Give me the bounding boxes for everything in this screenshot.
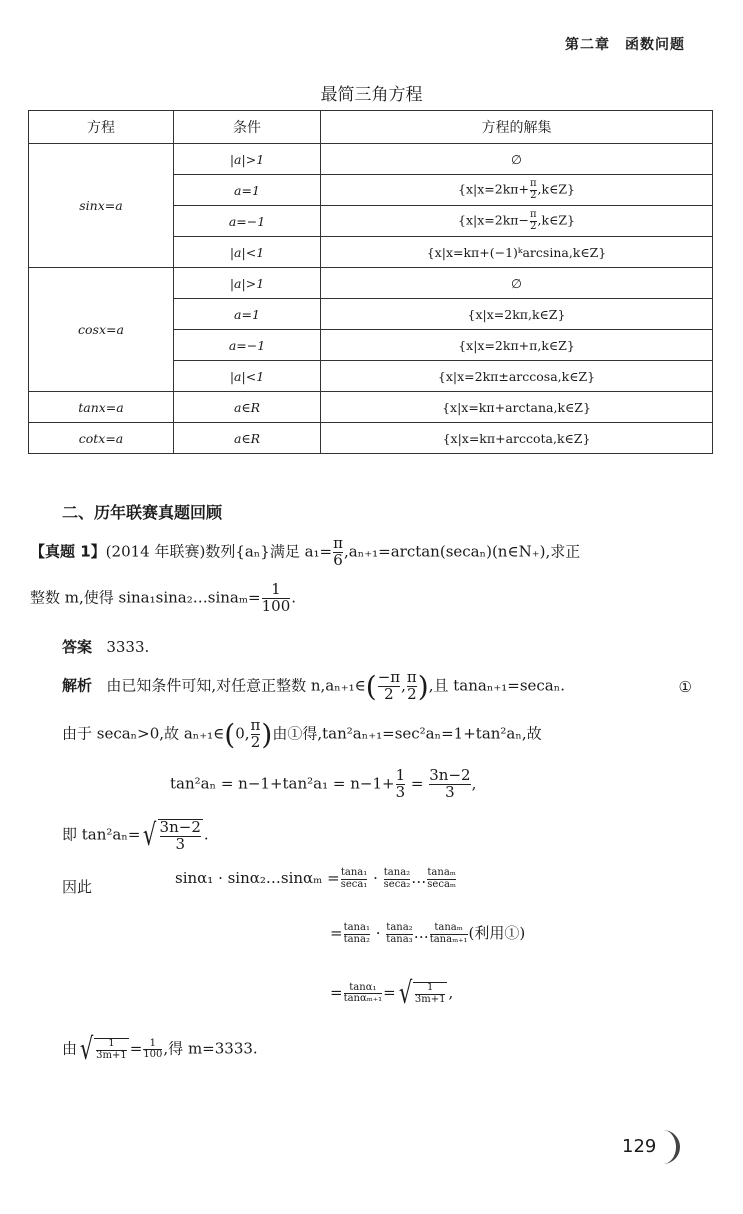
condition-cell: |a|<1 [174, 361, 321, 392]
table-row [29, 423, 713, 454]
solution-set-cell: {x|x=2kπ±arccosa,k∈Z} [321, 361, 713, 392]
answer: 答案 3333. [62, 638, 150, 656]
solution-set-cell: ∅ [321, 144, 713, 175]
condition-cell: a=1 [174, 299, 321, 330]
solution-set-cell: {x|x=kπ+arccota,k∈Z} [321, 423, 713, 454]
equation-cell: cotx=a [29, 423, 174, 454]
condition-cell: a∈R [174, 392, 321, 423]
solution-line-2: 由于 secaₙ>0,故 aₙ₊₁∈(0, $\frac{\pi}{2}$ )由①得,tan²aₙ₊₁=sec²aₙ=1+tan²aₙ,故 [62, 716, 542, 751]
solution-label-therefore: 因此 [62, 878, 93, 896]
section-heading: 二、历年联赛真题回顾 [62, 503, 223, 522]
problem-line-1: 【真题 1】(2014 年联赛)数列{aₙ}满足 a₁= $\frac{\pi}{6}$ ,aₙ₊₁=arctan(secaₙ)(n∈N₊),求正 [30, 534, 581, 569]
condition-cell: |a|>1 [174, 144, 321, 175]
problem-line-2: 整数 m,使得 sina₁sina₂…sinaₘ= $\frac{1}{100}$ . [30, 580, 297, 615]
col-header: 方程的解集 [321, 111, 713, 144]
solution-line-3: tan²aₙ = n−1+tan²a₁ = n−1+ $\frac{1}{3}$ = $\frac{3n-2}{3}$ , [170, 766, 477, 801]
col-header: 条件 [174, 111, 321, 144]
col-header: 方程 [29, 111, 174, 144]
solution-line-8: 由 √ $\frac{1}{3m+1}$ = $\frac{1}{100}$ ,得 m=3333. [62, 1032, 258, 1067]
page-number-decoration [660, 1130, 680, 1164]
condition-cell: |a|>1 [174, 268, 321, 299]
solution-set-cell: ∅ [321, 268, 713, 299]
trig-equation-table [28, 110, 713, 454]
solution-line-5: sinα₁ · sinα₂…sinαₘ = $\frac{\text{tana₁}}{\text{seca₁}}$ · $\frac{\text{tana₂}}{\text{seca₂}}$ … $\frac{\text{tanaₘ}}{\text{secaₘ}}$ [175, 867, 457, 890]
solution-line-6: = $\frac{\text{tana₁}}{\text{tana₂}}$ · $\frac{\text{tana₂}}{\text{tana₃}}$ … $\frac{\text{tanaₘ}}{\text{tanaₘ₊₁}}$ (利用①) [330, 922, 526, 945]
solution-set-cell: {x|x=2kπ,k∈Z} [321, 299, 713, 330]
equation-cell: cosx=a [29, 268, 174, 392]
solution-set-cell: {x|x=kπ+arctana,k∈Z} [321, 392, 713, 423]
equation-cell: tanx=a [29, 392, 174, 423]
solution-line-4: 即 tan²aₙ= √ $\frac{3n-2}{3}$ . [62, 817, 209, 853]
condition-cell: |a|<1 [174, 237, 321, 268]
equation-marker: ① [678, 678, 692, 696]
solution-set-cell: {x|x=2kπ− $\frac{\pi}{2}$ ,k∈Z} [321, 206, 713, 237]
solution-line-1: 解析 由已知条件可知,对任意正整数 n,aₙ₊₁∈( $\frac{-\pi}{2}$ , $\frac{\pi}{2}$ ),且 tanaₙ₊₁=secaₙ. ① [62, 668, 692, 703]
solution-set-cell: {x|x=2kπ+ $\frac{\pi}{2}$ ,k∈Z} [321, 175, 713, 206]
condition-cell: a∈R [174, 423, 321, 454]
table-row [29, 144, 713, 175]
table-row [29, 392, 713, 423]
condition-cell: a=1 [174, 175, 321, 206]
table-row [29, 268, 713, 299]
condition-cell: a=−1 [174, 206, 321, 237]
solution-set-cell: {x|x=2kπ+π,k∈Z} [321, 330, 713, 361]
condition-cell: a=−1 [174, 330, 321, 361]
solution-set-cell: {x|x=kπ+(−1)ᵏarcsina,k∈Z} [321, 237, 713, 268]
solution-line-7: = $\frac{\text{tanα₁}}{\text{tanαₘ₊₁}}$ = √ $\frac{1}{3m+1}$ , [330, 976, 454, 1011]
page-number: 129 [622, 1136, 657, 1157]
table-title: 最简三角方程 [320, 85, 423, 105]
running-header: 第二章 函数问题 [565, 37, 685, 53]
equation-cell: sinx=a [29, 144, 174, 268]
